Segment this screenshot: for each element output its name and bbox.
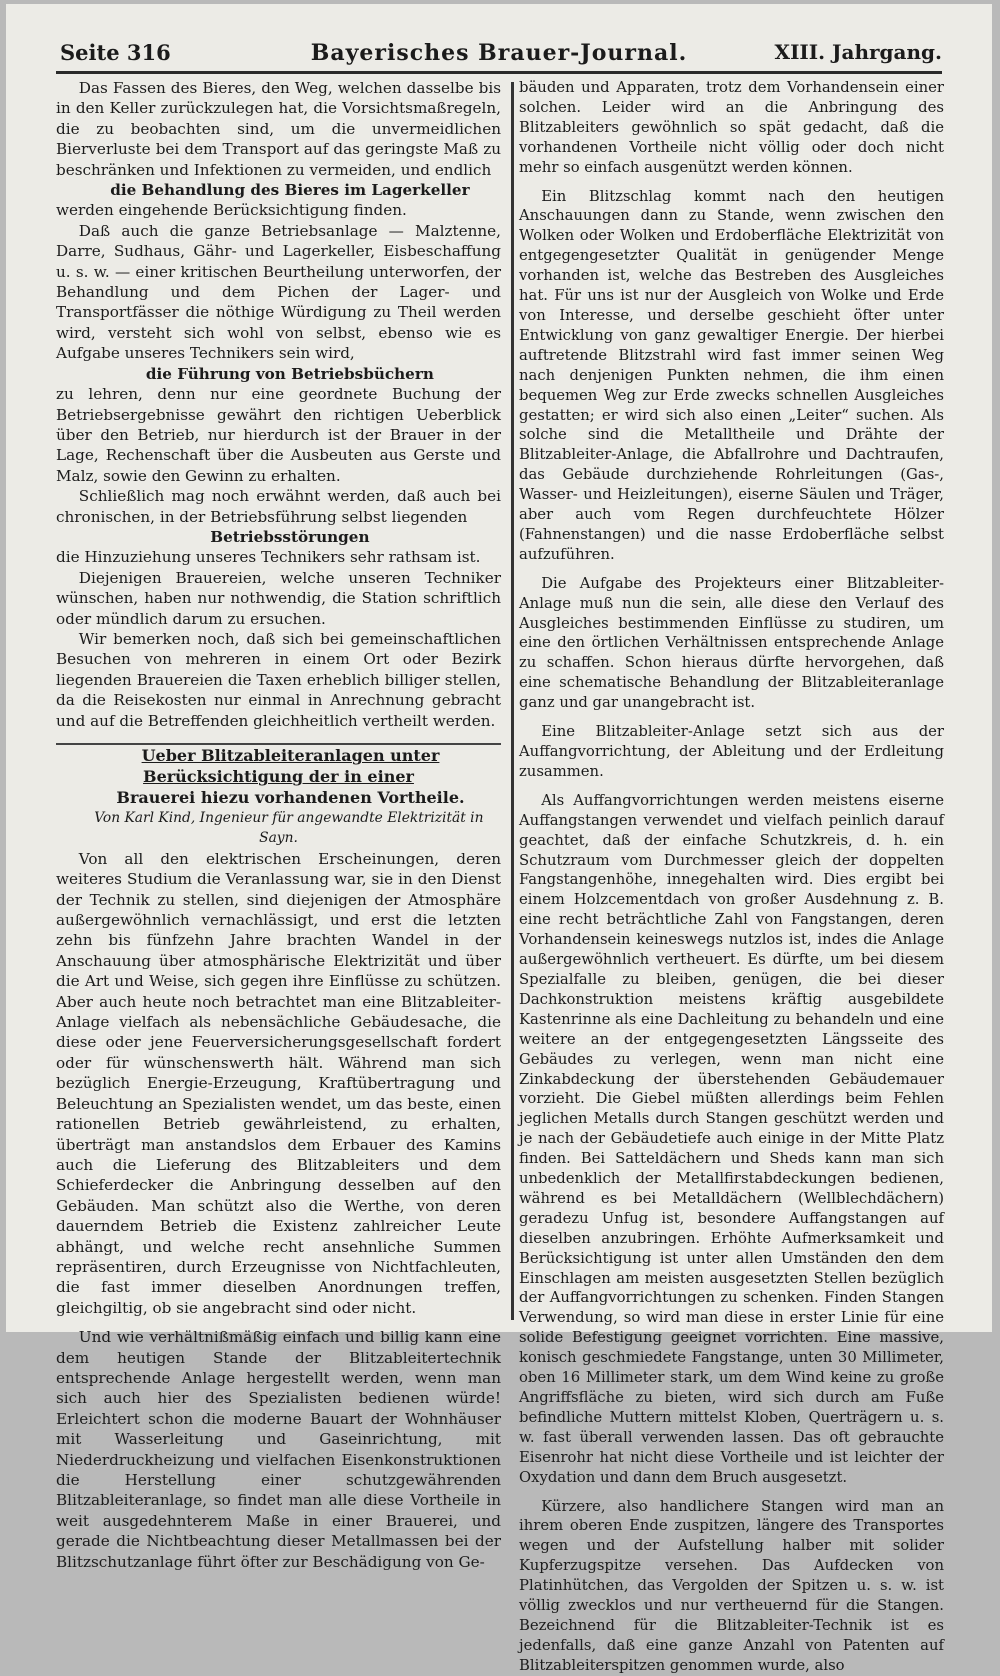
article-byline: Von Karl Kind, Ingenieur für angewandte Elektrizität in Sayn. — [94, 810, 484, 847]
section-heading: die Behandlung des Bieres im Lagerkeller — [110, 181, 470, 200]
header-rule — [56, 71, 942, 74]
article-title: Ueber Blitzableiteranlagen unter Berücksichtigung der in einer — [141, 746, 440, 786]
paragraph: Eine Blitzableiter-Anlage setzt sich aus der Auffangvorrichtung, der Ableitung und der Erdleitung zusammen. — [519, 723, 944, 780]
page-header — [56, 40, 942, 70]
right-column — [519, 78, 944, 1674]
volume-label: XIII. Jahrgang. — [774, 40, 942, 64]
page-number: Seite 316 — [60, 40, 171, 65]
paragraph: werden eingehende Berücksichtigung finden. — [56, 201, 407, 220]
paragraph: bäuden und Apparaten, trotz dem Vorhandensein einer solchen. Leider wird an die Anbringung des Blitzableiters gewöhnlich so spät gedacht, daß die vorhandenen Vortheile nicht völlig oder doch nicht mehr so einfach ausgenützt werden können. — [519, 79, 944, 176]
section-heading: Betriebsstörungen — [210, 527, 370, 546]
paragraph: Die Aufgabe des Projekteurs einer Blitzableiter-Anlage muß nun die sein, alle diese den Verlauf des Ausgleiches bestimmenden Einflüsse zu studiren, um eine den örtlichen Verhältnissen entsprechende Anlage zu schaffen. Schon hieraus dürfte hervorgehen, daß eine schematische Behandlung der Blitzableiteranlage ganz und gar unangebracht ist. — [519, 574, 944, 712]
paragraph: die Hinzuziehung unseres Technikers sehr rathsam ist. — [56, 548, 481, 567]
paragraph: Das Fassen des Bieres, den Weg, welchen dasselbe bis in den Keller zurückzulegen hat, die Vorsichtsmaßregeln, die zu beobachten sind, um die unvermeidlichen Bierverluste bei dem Transport auf das geringste Maß zu beschränken und Infektionen zu vermeiden, und endlich — [56, 79, 501, 179]
paragraph: Schließlich mag noch erwähnt werden, daß auch bei chronischen, in der Betriebsführung selbst liegenden — [56, 487, 501, 526]
left-column — [56, 78, 501, 1571]
section-heading: die Führung von Betriebsbüchern — [145, 364, 434, 383]
paragraph: zu lehren, denn nur eine geordnete Buchung der Betriebsergebnisse gewährt den richtigen Ueberblick über den Betrieb, nur hierdurch ist der Brauer in der Lage, Rechenschaft über die Ausbeuten aus Gerste und Malz, sowie den Gewinn zu erhalten. — [56, 385, 501, 485]
paragraph: Kürzere, also handlichere Stangen wird man an ihrem oberen Ende zuspitzen, längere des Transportes wegen und der Aufstellung halber mit solider Kupferzugspitze versehen. Das Aufdecken von Platinhütchen, das Vergolden der Spitzen u. s. w. ist völlig zwecklos und nur vertheuernd für die Stangen. Bezeichnend für die Blitzableiter-Technik ist es jedenfalls, daß eine ganze Anzahl von Patenten auf Blitzableiterspitzen genommen wurde, also — [519, 1497, 944, 1674]
article-title-line2: Brauerei hiezu vorhandenen Vortheile. — [116, 788, 465, 807]
paragraph: Als Auffangvorrichtungen werden meistens eiserne Auffangstangen verwendet und vielfach peinlich darauf geachtet, daß der einfache Schutzkreis, d. h. ein Schutzraum vom Durchmesser gleich der doppelten Fangstangenhöhe, innegehalten wird. Dies ergibt bei einem Holzcementdach von großer Ausdehnung z. B. eine recht beträchtliche Zahl von Fangstangen, deren Vorhandensein keineswegs nutzlos ist, indes die Anlage außergewöhnlich vertheuert. Es dürfte, um bei diesem Spezialfalle zu bleiben, genügen, die bei dieser Dachkonstruktion meistens kräftig ausgebildete Kastenrinne als eine Dachleitung zu behandeln und eine weitere an der entgegengesetzten Längsseite des Gebäudes zu verlegen, wenn man nicht eine Zinkabdeckung der überstehenden Gebäudemauer vorzieht. Die Giebel müßten allerdings beim Fehlen jeglichen Metalls durch Stangen geschützt werden und je nach der Gebäudetiefe auch einige in der Mitte Platz finden. Bei Satteldächern und Sheds kann man sich unbedenklich der Metallfirstabdeckungen bedienen, während es bei Metalldächern (Wellblechdächern) geradezu Unfug ist, besondere Auffangstangen auf dieselben anzubringen. Erhöhte Aufmerksamkeit und Berücksichtigung ist unter allen Umständen den dem Einschlagen am meisten ausgesetzten Stellen bezüglich der Auffangvorrichtungen zu schenken. Finden Stangen Verwendung, so wird man diese in erster Linie für eine solide Befestigung geeignet vorrichten. Eine massive, konisch geschmiedete Fangstange, unten 30 Millimeter, oben 16 Millimeter stark, um dem Wind keine zu große Angriffsfläche zu bieten, wird sich durch am Fuße befindliche Muttern mittelst Kloben, Querträgern u. s. w. fast überall verwenden lassen. Das oft gebrauchte Eisenrohr hat nicht diese Vortheile und ist leichter der Oxydation und dann dem Bruch ausgesetzt. — [519, 791, 944, 1486]
journal-title: Bayerisches Brauer-Journal. — [310, 40, 688, 66]
paragraph: Diejenigen Brauereien, welche unseren Techniker wünschen, haben nur nothwendig, die Station schriftlich oder mündlich darum zu ersuchen. — [56, 568, 501, 628]
newspaper-page — [6, 4, 992, 1674]
paragraph: Ein Blitzschlag kommt nach den heutigen Anschauungen dann zu Stande, wenn zwischen den Wolken oder Wolken und Erdoberfläche Elektrizität von entgegengesetzter Qualität in genügender Menge vorhanden ist, welche das Bestreben des Ausgleiches hat. Für uns ist nur der Ausgleich von Wolke und Erde von Interesse, und derselbe geschieht öfter unter Entwicklung von ganz gewaltiger Energie. Der hierbei auftretende Blitzstrahl wird fast immer seinen Weg nach denjenigen Punkten nehmen, die ihm einen bequemen Weg zur Erde zwecks schnellen Ausgleiches gestatten; er wird sich also einen „Leiter“ suchen. Als solche sind die Metalltheile und Drähte der Blitzableiter-Anlage, die Abfallrohre und Dachtraufen, das Gebäude durchziehende Rohrleitungen (Gas-, Wasser- und Heizleitungen), eiserne Säulen und Träger, aber auch vom Regen durchfeuchtete Hölzer (Fahnenstangen) und die nasse Erdoberfläche selbst aufzuführen. — [519, 187, 944, 563]
paragraph: Daß auch die ganze Betriebsanlage — Malztenne, Darre, Sudhaus, Gähr- und Lagerkeller, Eisbeschaffung u. s. w. — einer kritischen Beurtheilung unterworfen, der Behandlung und dem Pichen der Lager- und Transportfässer die nöthige Würdigung zu Theil werden wird, versteht sich wohl von selbst, ebenso wie es Aufgabe unseres Technikers sein wird, — [56, 221, 501, 363]
paragraph: Von all den elektrischen Erscheinungen, deren weiteres Studium die Veranlassung war, sie in den Dienst der Technik zu stellen, sind diejenigen der Atmosphäre außergewöhnlich vernachlässigt, und erst die letzten zehn bis fünfzehn Jahre brachten Wandel in der Anschauung über atmosphärische Elektrizität und über die Art und Weise, sich gegen ihre Einflüsse zu schützen. Aber auch heute noch betrachtet man eine Blitzableiter-Anlage vielfach als nebensächliche Gebäudesache, die diese oder jene Feuerversicherungsgesellschaft fordert oder für wünschenswerth hält. Während man sich bezüglich Energie-Erzeugung, Kraftübertragung und Beleuchtung an Spezialisten wendet, um das beste, einen rationellen Betrieb gewährleistend, zu erhalten, überträgt man anstandslos dem Erbauer des Kamins auch die Lieferung des Blitzableiters und dem Schieferdecker die Anbringung desselben auf den Gebäuden. Man schützt also die Werthe, von deren dauerndem Betrieb die Existenz zahlreicher Leute abhängt, und welche recht ansehnliche Summen repräsentiren, durch Erzeugnisse von Nichtfachleuten, die fast immer dieselben Anordnungen treffen, gleichgiltig, ob sie angebracht sind oder nicht. — [56, 849, 501, 1317]
paragraph: Und wie verhältnißmäßig einfach und billig kann eine dem heutigen Stande der Blitzableitertechnik entsprechende Anlage hergestellt werden, wenn man sich auch hier des Spezialisten bedienen würde! Erleichtert schon die moderne Bauart der Wohnhäuser mit Wasserleitung und Gaseinrichtung, mit Niederdruckheizung und vielfachen Eisenkonstruktionen die Herstellung einer schutzgewährenden Blitzableiteranlage, so findet man alle diese Vortheile in weit ausgedehnterem Maße in einer Brauerei, und gerade die Nichtbeachtung dieser Metallmassen bei der Blitzschutzanlage führt öfter zur Beschädigung von Ge- — [56, 1328, 501, 1571]
paragraph: Wir bemerken noch, daß sich bei gemeinschaftlichen Besuchen von mehreren in einem Ort oder Bezirk liegenden Brauereien die Taxen erheblich billiger stellen, da die Reisekosten nur einmal in Anrechnung gebracht und auf die Betreffenden gleichheitlich vertheilt werden. — [56, 629, 501, 730]
column-divider — [511, 82, 514, 1320]
